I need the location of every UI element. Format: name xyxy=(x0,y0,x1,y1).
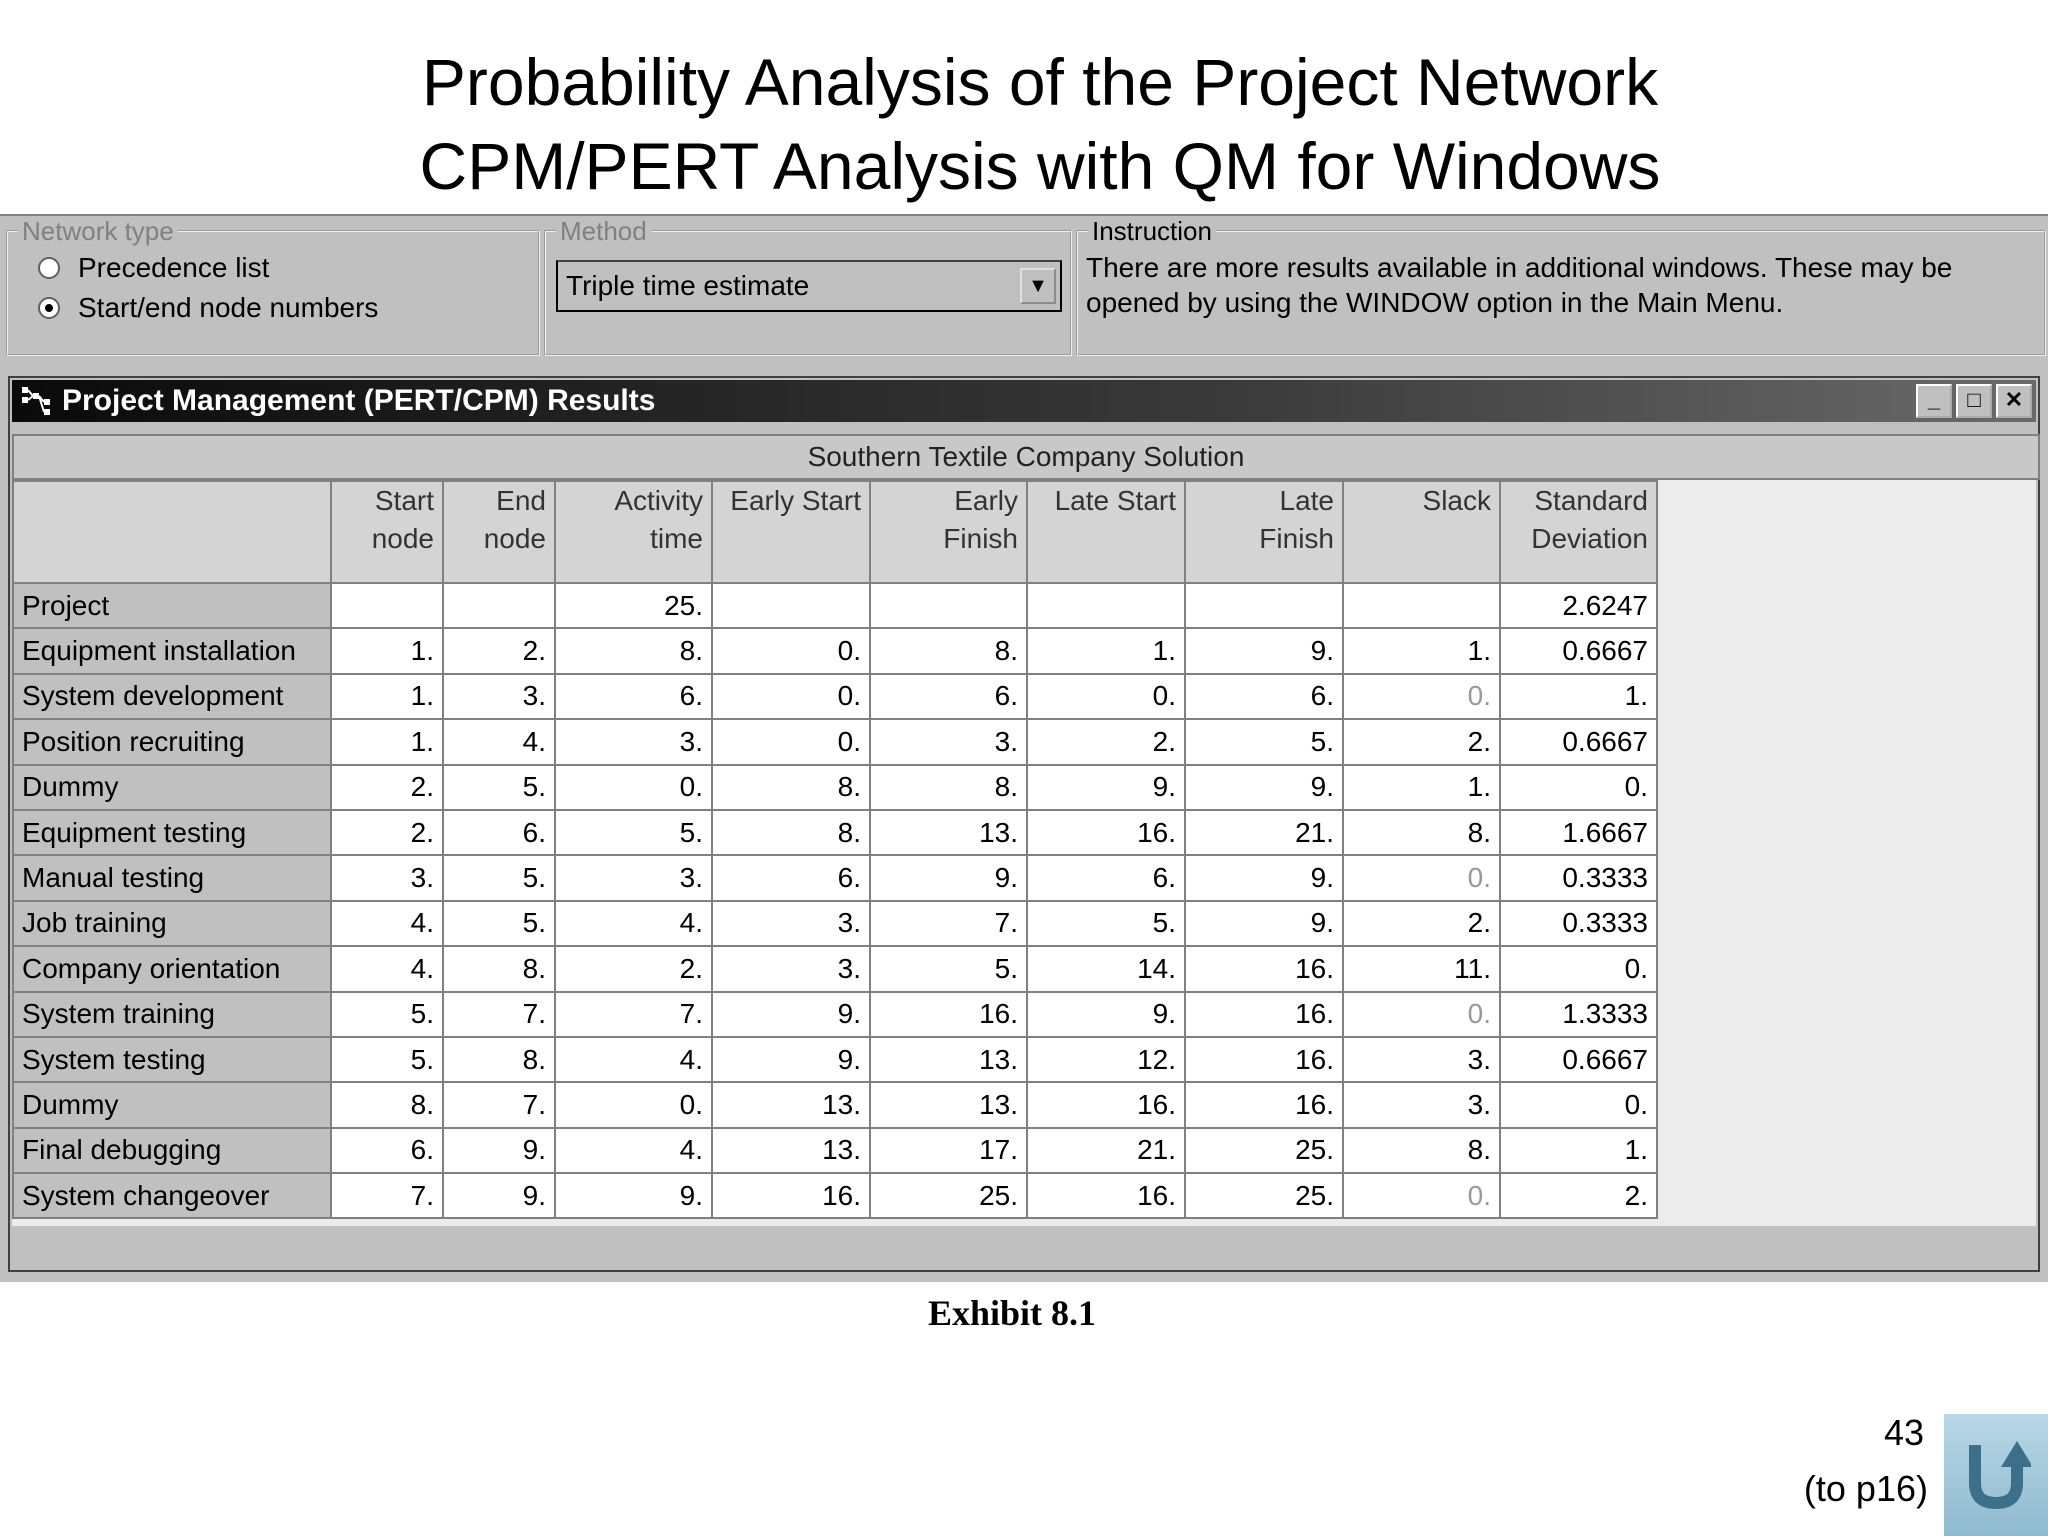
close-icon[interactable]: ✕ xyxy=(1996,384,2032,418)
value-cell[interactable]: 1. xyxy=(331,719,443,764)
results-window-title: Project Management (PERT/CPM) Results xyxy=(62,384,656,417)
network-type-group xyxy=(6,216,540,356)
column-header-line2: time xyxy=(650,523,703,554)
column-header-line1: Early xyxy=(954,485,1018,516)
column-header-5 xyxy=(870,481,1027,583)
value-cell[interactable]: 0.6667 xyxy=(1500,1037,1657,1082)
value-cell[interactable]: 8. xyxy=(1343,1128,1500,1173)
value-cell[interactable]: 3. xyxy=(1343,1037,1500,1082)
value-cell[interactable]: 1. xyxy=(331,628,443,673)
value-cell[interactable]: 2. xyxy=(1343,719,1500,764)
value-cell[interactable]: 7. xyxy=(443,992,555,1037)
page-reference: (to p16) xyxy=(1803,1468,1928,1509)
value-cell[interactable]: 7. xyxy=(555,992,712,1037)
value-cell[interactable]: 21. xyxy=(1185,810,1343,855)
column-header-7 xyxy=(1185,481,1343,583)
activity-name-cell[interactable]: System development xyxy=(13,674,331,719)
value-cell[interactable]: 5. xyxy=(331,1037,443,1082)
value-cell[interactable]: 3. xyxy=(1343,1082,1500,1127)
activity-name-cell[interactable]: Company orientation xyxy=(13,946,331,991)
value-cell[interactable]: 13. xyxy=(712,1082,870,1127)
value-cell[interactable]: 13. xyxy=(870,1082,1027,1127)
instruction-legend: Instruction xyxy=(1088,218,1216,244)
value-cell[interactable]: 16. xyxy=(1027,810,1185,855)
activity-name-cell[interactable]: Job training xyxy=(13,901,331,946)
value-cell[interactable]: 25. xyxy=(1185,1128,1343,1173)
value-cell[interactable]: 7. xyxy=(870,901,1027,946)
value-cell[interactable]: 13. xyxy=(870,1037,1027,1082)
value-cell[interactable]: 0. xyxy=(1500,765,1657,810)
value-cell[interactable]: 5. xyxy=(443,901,555,946)
activity-name-cell[interactable]: Project xyxy=(13,583,331,628)
table-row[interactable] xyxy=(13,901,1657,946)
value-cell[interactable]: 6. xyxy=(555,674,712,719)
value-cell[interactable]: 1. xyxy=(331,674,443,719)
value-cell[interactable]: 25. xyxy=(1185,1173,1343,1218)
value-cell[interactable]: 16. xyxy=(1185,992,1343,1037)
value-cell[interactable]: 2. xyxy=(555,946,712,991)
project-network-icon xyxy=(18,383,54,419)
table-row[interactable] xyxy=(13,946,1657,991)
method-select-value: Triple time estimate xyxy=(566,270,810,301)
return-arrow-icon xyxy=(1961,1437,2031,1513)
value-cell[interactable]: 0. xyxy=(1500,946,1657,991)
value-cell[interactable]: 8. xyxy=(1343,810,1500,855)
table-row[interactable] xyxy=(13,855,1657,900)
method-legend: Method xyxy=(556,218,651,244)
column-header-8 xyxy=(1343,481,1500,583)
column-header-line1: Activity xyxy=(614,485,703,516)
value-cell[interactable]: 13. xyxy=(870,810,1027,855)
activity-name-cell[interactable]: System changeover xyxy=(13,1173,331,1218)
table-row[interactable] xyxy=(13,1128,1657,1173)
value-cell[interactable]: 14. xyxy=(1027,946,1185,991)
value-cell[interactable]: 9. xyxy=(712,992,870,1037)
value-cell[interactable]: 25. xyxy=(555,583,712,628)
column-header-line2: node xyxy=(371,523,434,554)
value-cell[interactable]: 0. xyxy=(1343,674,1500,719)
value-cell[interactable]: 3. xyxy=(443,674,555,719)
value-cell[interactable]: 9. xyxy=(870,855,1027,900)
value-cell[interactable]: 6. xyxy=(1185,674,1343,719)
value-cell[interactable]: 6. xyxy=(712,855,870,900)
table-row[interactable] xyxy=(13,1082,1657,1127)
activity-name-cell[interactable]: System training xyxy=(13,992,331,1037)
table-row[interactable] xyxy=(13,719,1657,764)
value-cell[interactable]: 16. xyxy=(1185,1082,1343,1127)
value-cell[interactable]: 5. xyxy=(443,855,555,900)
radio-label-precedence: Precedence list xyxy=(78,252,270,283)
column-header-6 xyxy=(1027,481,1185,583)
value-cell[interactable]: 1. xyxy=(1343,765,1500,810)
column-header-line2: Deviation xyxy=(1531,523,1648,554)
column-header-1 xyxy=(331,481,443,583)
value-cell[interactable]: 4. xyxy=(555,1128,712,1173)
value-cell[interactable]: 3. xyxy=(712,946,870,991)
radio-button-unchecked-icon[interactable] xyxy=(38,257,60,279)
column-header-line1: Late xyxy=(1279,485,1334,516)
value-cell[interactable]: 25. xyxy=(870,1173,1027,1218)
value-cell[interactable]: 2. xyxy=(1343,901,1500,946)
radio-precedence-list[interactable] xyxy=(38,252,269,284)
activity-name-cell[interactable]: Dummy xyxy=(13,1082,331,1127)
value-cell[interactable]: 0.3333 xyxy=(1500,855,1657,900)
table-row[interactable] xyxy=(13,810,1657,855)
value-cell[interactable]: 13. xyxy=(712,1128,870,1173)
value-cell[interactable]: 16. xyxy=(1027,1082,1185,1127)
activity-name-cell[interactable]: Position recruiting xyxy=(13,719,331,764)
results-titlebar[interactable] xyxy=(12,380,2036,422)
value-cell[interactable]: 1.3333 xyxy=(1500,992,1657,1037)
column-header-line1: Standard xyxy=(1534,485,1648,516)
value-cell[interactable]: 2. xyxy=(443,628,555,673)
column-header-3 xyxy=(555,481,712,583)
value-cell[interactable]: 0. xyxy=(555,1082,712,1127)
radio-button-checked-icon[interactable] xyxy=(38,297,60,319)
grid-caption: Southern Textile Company Solution xyxy=(12,434,2040,480)
value-cell[interactable]: 17. xyxy=(870,1128,1027,1173)
value-cell[interactable]: 8. xyxy=(870,765,1027,810)
slide-title-line1: Probability Analysis of the Project Network xyxy=(421,45,1659,119)
value-cell[interactable]: 9. xyxy=(1027,765,1185,810)
minimize-icon[interactable]: _ xyxy=(1916,384,1952,418)
value-cell[interactable]: 0. xyxy=(555,765,712,810)
value-cell[interactable]: 7. xyxy=(443,1082,555,1127)
slide-title xyxy=(0,40,2048,208)
instruction-group xyxy=(1076,216,2046,356)
back-button[interactable] xyxy=(1944,1414,2048,1536)
results-window xyxy=(8,376,2040,1272)
value-cell[interactable]: 6. xyxy=(331,1128,443,1173)
table-header-row xyxy=(13,481,1657,583)
value-cell[interactable]: 0. xyxy=(1500,1082,1657,1127)
value-cell[interactable]: 8. xyxy=(443,946,555,991)
value-cell[interactable]: 16. xyxy=(1185,1037,1343,1082)
value-cell[interactable] xyxy=(1185,583,1343,628)
value-cell[interactable]: 16. xyxy=(712,1173,870,1218)
value-cell[interactable]: 16. xyxy=(870,992,1027,1037)
value-cell[interactable]: 9. xyxy=(443,1173,555,1218)
column-header-line2: Finish xyxy=(943,523,1018,554)
results-grid xyxy=(12,434,2036,1226)
value-cell[interactable]: 7. xyxy=(331,1173,443,1218)
column-header-line1: Start xyxy=(374,485,434,516)
column-header-2 xyxy=(443,481,555,583)
table-row[interactable] xyxy=(13,992,1657,1037)
table-row[interactable] xyxy=(13,765,1657,810)
dropdown-arrow-icon[interactable]: ▼ xyxy=(1020,268,1056,304)
value-cell[interactable]: 6. xyxy=(1027,855,1185,900)
instruction-text: There are more results available in additional windows. These may be opened by using the WINDOW option in the Main Menu. xyxy=(1086,252,1953,318)
value-cell[interactable]: 16. xyxy=(1185,946,1343,991)
value-cell[interactable]: 0. xyxy=(1343,1173,1500,1218)
value-cell[interactable]: 3. xyxy=(712,901,870,946)
value-cell[interactable]: 5. xyxy=(870,946,1027,991)
value-cell[interactable]: 6. xyxy=(870,674,1027,719)
value-cell[interactable]: 2. xyxy=(1027,719,1185,764)
value-cell[interactable]: 1. xyxy=(1500,1128,1657,1173)
value-cell[interactable]: 9. xyxy=(1185,765,1343,810)
settings-panel xyxy=(0,216,2048,362)
value-cell[interactable]: 9. xyxy=(1185,901,1343,946)
value-cell[interactable]: 11. xyxy=(1343,946,1500,991)
exhibit-caption: Exhibit 8.1 xyxy=(927,1293,1097,1333)
value-cell[interactable] xyxy=(870,583,1027,628)
table-row[interactable] xyxy=(13,1173,1657,1218)
value-cell[interactable]: 0. xyxy=(712,674,870,719)
value-cell[interactable]: 0. xyxy=(1343,855,1500,900)
value-cell[interactable]: 16. xyxy=(1027,1173,1185,1218)
column-header-line2: node xyxy=(483,523,546,554)
column-header-9 xyxy=(1500,481,1657,583)
value-cell[interactable]: 0. xyxy=(1027,674,1185,719)
method-select[interactable] xyxy=(556,260,1062,312)
value-cell[interactable]: 8. xyxy=(712,810,870,855)
column-header-line1: Slack xyxy=(1422,485,1491,516)
value-cell[interactable]: 4. xyxy=(443,719,555,764)
value-cell[interactable]: 6. xyxy=(443,810,555,855)
value-cell[interactable]: 8. xyxy=(443,1037,555,1082)
value-cell[interactable]: 9. xyxy=(555,1173,712,1218)
value-cell[interactable]: 1. xyxy=(1027,628,1185,673)
maximize-icon[interactable]: □ xyxy=(1956,384,1992,418)
value-cell[interactable]: 2. xyxy=(331,810,443,855)
value-cell[interactable]: 2. xyxy=(1500,1173,1657,1218)
page-number: 43 xyxy=(1883,1412,1924,1453)
value-cell[interactable]: 5. xyxy=(331,992,443,1037)
value-cell[interactable]: 2. xyxy=(331,765,443,810)
value-cell[interactable] xyxy=(1343,583,1500,628)
activity-name-cell[interactable]: System testing xyxy=(13,1037,331,1082)
column-header-line1: Late Start xyxy=(1054,485,1176,516)
value-cell[interactable]: 9. xyxy=(1185,628,1343,673)
table-row[interactable] xyxy=(13,628,1657,673)
value-cell[interactable]: 5. xyxy=(555,810,712,855)
window-controls xyxy=(1916,384,2032,418)
value-cell[interactable]: 0. xyxy=(712,719,870,764)
value-cell[interactable]: 0. xyxy=(712,628,870,673)
value-cell[interactable]: 9. xyxy=(1185,855,1343,900)
column-header-0 xyxy=(13,481,331,583)
value-cell[interactable] xyxy=(331,583,443,628)
value-cell[interactable]: 1.6667 xyxy=(1500,810,1657,855)
activity-name-cell[interactable]: Manual testing xyxy=(13,855,331,900)
value-cell[interactable] xyxy=(1027,583,1185,628)
value-cell[interactable]: 12. xyxy=(1027,1037,1185,1082)
value-cell[interactable]: 8. xyxy=(870,628,1027,673)
value-cell[interactable]: 3. xyxy=(331,855,443,900)
value-cell[interactable]: 1. xyxy=(1500,674,1657,719)
method-group xyxy=(544,216,1072,356)
value-cell[interactable]: 4. xyxy=(555,901,712,946)
value-cell[interactable]: 21. xyxy=(1027,1128,1185,1173)
value-cell[interactable]: 0. xyxy=(1343,992,1500,1037)
results-table xyxy=(12,480,1658,1219)
table-row[interactable] xyxy=(13,1037,1657,1082)
column-header-line1: Early Start xyxy=(730,485,861,516)
value-cell[interactable]: 3. xyxy=(870,719,1027,764)
value-cell[interactable]: 9. xyxy=(443,1128,555,1173)
column-header-line1: End xyxy=(496,485,546,516)
network-type-legend: Network type xyxy=(18,218,178,244)
value-cell[interactable]: 8. xyxy=(712,765,870,810)
radio-label-start-end: Start/end node numbers xyxy=(78,292,379,323)
value-cell[interactable]: 4. xyxy=(331,946,443,991)
value-cell[interactable]: 3. xyxy=(555,855,712,900)
column-header-line2: Finish xyxy=(1259,523,1334,554)
value-cell[interactable]: 4. xyxy=(331,901,443,946)
value-cell[interactable]: 5. xyxy=(1185,719,1343,764)
value-cell[interactable]: 3. xyxy=(555,719,712,764)
value-cell[interactable] xyxy=(712,583,870,628)
value-cell[interactable] xyxy=(443,583,555,628)
value-cell[interactable]: 8. xyxy=(555,628,712,673)
value-cell[interactable]: 5. xyxy=(443,765,555,810)
column-header-4 xyxy=(712,481,870,583)
activity-name-cell[interactable]: Dummy xyxy=(13,765,331,810)
value-cell[interactable]: 9. xyxy=(712,1037,870,1082)
radio-start-end-nodes[interactable] xyxy=(38,292,378,324)
value-cell[interactable]: 0.6667 xyxy=(1500,628,1657,673)
activity-name-cell[interactable]: Equipment installation xyxy=(13,628,331,673)
qm-app-window xyxy=(0,214,2048,1282)
table-row[interactable] xyxy=(13,583,1657,628)
slide-title-line2: CPM/PERT Analysis with QM for Windows xyxy=(419,129,1661,203)
value-cell[interactable]: 9. xyxy=(1027,992,1185,1037)
value-cell[interactable]: 8. xyxy=(331,1082,443,1127)
value-cell[interactable]: 5. xyxy=(1027,901,1185,946)
activity-name-cell[interactable]: Equipment testing xyxy=(13,810,331,855)
value-cell[interactable]: 0.3333 xyxy=(1500,901,1657,946)
value-cell[interactable]: 2.6247 xyxy=(1500,583,1657,628)
table-row[interactable] xyxy=(13,674,1657,719)
activity-name-cell[interactable]: Final debugging xyxy=(13,1128,331,1173)
value-cell[interactable]: 0.6667 xyxy=(1500,719,1657,764)
value-cell[interactable]: 4. xyxy=(555,1037,712,1082)
value-cell[interactable]: 1. xyxy=(1343,628,1500,673)
